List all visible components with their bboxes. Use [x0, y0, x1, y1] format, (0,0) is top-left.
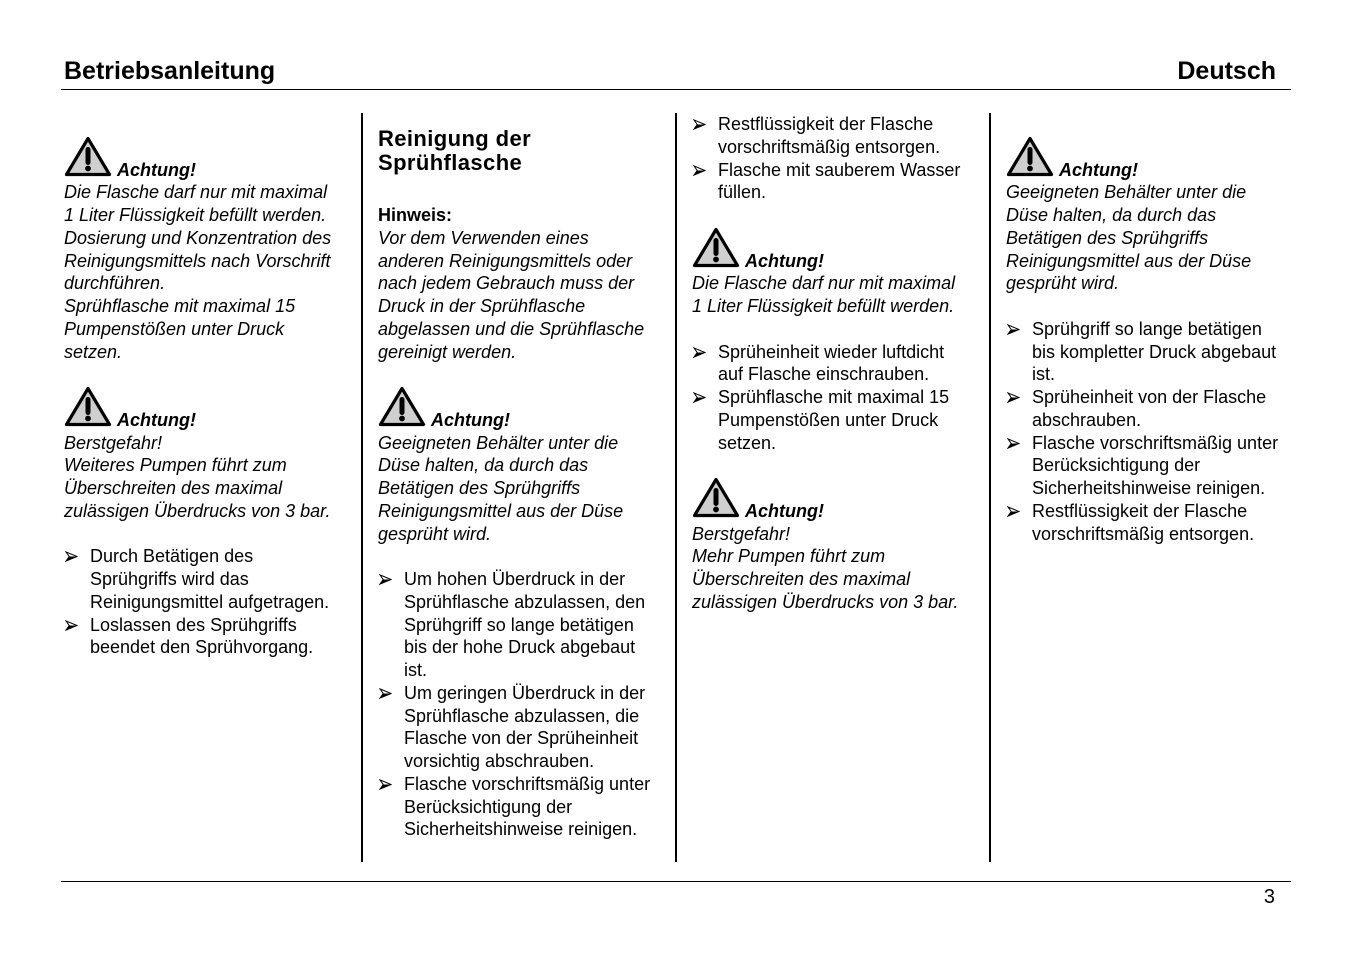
- warning-block: [1006, 136, 1296, 295]
- note-line: gereinigt werden.: [378, 341, 517, 362]
- warning-label: Achtung!: [745, 500, 824, 521]
- warning-text: [378, 432, 668, 546]
- document-title: Betriebsanleitung: [64, 57, 276, 85]
- bullet-line: setzen.: [718, 432, 777, 453]
- bullet-line: auf Flasche einschrauben.: [718, 364, 930, 385]
- arrowhead-bullet-icon: [65, 620, 78, 631]
- note-label: Hinweis:: [378, 205, 453, 225]
- bullet-line: Sprüheinheit wieder luftdicht: [718, 341, 945, 362]
- bullet-line: Sprühgriff so lange betätigen: [404, 614, 634, 635]
- arrowhead-bullet-icon: [65, 551, 78, 562]
- bullet-line: beendet den Sprühvorgang.: [90, 637, 314, 658]
- warning-line: gesprüht wird.: [1006, 273, 1120, 294]
- bullet-list: [692, 113, 982, 204]
- bullet-line: Um geringen Überdruck in der: [404, 682, 646, 703]
- warning-line: zulässigen Überdrucks von 3 bar.: [64, 500, 331, 521]
- warning-line: Reinigungsmittel aus der Düse: [1006, 250, 1252, 271]
- bullet-item: [1006, 318, 1296, 386]
- note-line: Druck in der Sprühflasche: [378, 296, 586, 316]
- bullet-line: Pumpenstößen unter Druck: [718, 409, 939, 430]
- warning-line: durchführen.: [64, 273, 166, 294]
- bullet-line: vorschriftsmäßig entsorgen.: [718, 136, 941, 157]
- warning-text: [64, 432, 354, 523]
- warning-line: 1 Liter Flüssigkeit befüllt werden.: [64, 205, 327, 225]
- bullet-line: Um hohen Überdruck in der: [404, 569, 626, 589]
- arrowhead-bullet-icon: [1007, 324, 1020, 335]
- bullet-item: [64, 614, 354, 660]
- warning-text: [692, 523, 982, 614]
- warning-header: [1006, 136, 1296, 182]
- bullet-list: [1006, 318, 1296, 546]
- warning-label: Achtung!: [117, 159, 196, 180]
- bullet-line: Berücksichtigung der: [1032, 455, 1201, 476]
- bullet-line: vorsichtig abschrauben.: [404, 751, 595, 771]
- bullet-line: Sprühflasche mit maximal 15: [718, 387, 950, 407]
- bullet-item: [378, 682, 668, 773]
- arrowhead-bullet-icon: [693, 165, 706, 176]
- bullet-line: ist.: [404, 660, 428, 680]
- warning-block: [64, 136, 354, 364]
- section-heading: [378, 113, 668, 204]
- heading-line: Sprühflasche: [378, 150, 523, 175]
- warning-line: Mehr Pumpen führt zum: [692, 546, 886, 567]
- warning-line: Überschreiten des maximal: [64, 478, 283, 498]
- warning-line: 1 Liter Flüssigkeit befüllt werden.: [692, 296, 955, 316]
- warning-line: Die Flasche darf nur mit maximal: [64, 182, 328, 203]
- warning-line: Reinigungsmittels nach Vorschrift: [64, 250, 331, 271]
- warning-triangle-icon: [1006, 135, 1054, 177]
- note-text: [378, 227, 668, 364]
- column-4: [1006, 113, 1296, 545]
- bullet-item: [1006, 500, 1296, 546]
- arrowhead-bullet-icon: [379, 688, 392, 699]
- warning-line: Geeigneten Behälter unter die: [378, 432, 619, 453]
- warning-triangle-icon: [692, 476, 740, 518]
- warning-triangle-icon: [378, 385, 426, 427]
- warning-line: Betätigen des Sprühgriffs: [1006, 227, 1209, 248]
- warning-block: [64, 386, 354, 523]
- warning-line: gesprüht wird.: [378, 523, 492, 544]
- bullet-line: Sprühgriff so lange betätigen: [1032, 318, 1262, 339]
- bullet-line: Sprühflasche abzulassen, die: [404, 705, 640, 726]
- arrowhead-bullet-icon: [379, 574, 392, 585]
- warning-line: Sprühflasche mit maximal 15: [64, 296, 296, 316]
- warning-block: [378, 386, 668, 545]
- warning-block: [692, 227, 982, 318]
- warning-line: Geeigneten Behälter unter die: [1006, 182, 1247, 203]
- warning-line: zulässigen Überdrucks von 3 bar.: [692, 591, 959, 612]
- warning-line: Die Flasche darf nur mit maximal: [692, 273, 956, 294]
- header-rule: [61, 89, 1291, 90]
- warning-header: [378, 386, 668, 432]
- column-3: [692, 113, 982, 614]
- bullet-line: Restflüssigkeit der Flasche: [718, 114, 934, 134]
- bullet-list: [692, 341, 982, 455]
- bullet-line: Durch Betätigen des: [90, 546, 254, 567]
- bullet-line: vorschriftsmäßig entsorgen.: [1032, 523, 1255, 544]
- warning-line: Berstgefahr!: [692, 523, 791, 544]
- bullet-line: Reinigungsmittel aufgetragen.: [90, 591, 330, 612]
- bullet-line: Sprühflasche abzulassen, den: [404, 591, 646, 612]
- warning-line: Betätigen des Sprühgriffs: [378, 478, 581, 498]
- warning-line: setzen.: [64, 341, 123, 362]
- bullet-item: [1006, 432, 1296, 500]
- warning-header: [692, 227, 982, 273]
- bullet-line: abschrauben.: [1032, 409, 1142, 430]
- page-number: 3: [1263, 886, 1275, 908]
- warning-text: [692, 272, 982, 318]
- bullet-line: Flasche von der Sprüheinheit: [404, 728, 639, 749]
- warning-line: Berstgefahr!: [64, 432, 163, 453]
- warning-text: [64, 181, 354, 363]
- bullet-line: Flasche mit sauberem Wasser: [718, 159, 961, 180]
- bullet-line: Sicherheitshinweise reinigen.: [404, 819, 638, 840]
- bullet-item: [692, 113, 982, 159]
- arrowhead-bullet-icon: [693, 119, 706, 130]
- note-line: Vor dem Verwenden eines: [378, 227, 589, 248]
- warning-line: Düse halten, da durch das: [1006, 205, 1217, 225]
- warning-label: Achtung!: [1059, 159, 1138, 180]
- bullet-line: Sicherheitshinweise reinigen.: [1032, 478, 1266, 498]
- warning-line: Düse halten, da durch das: [378, 455, 589, 476]
- warning-triangle-icon: [692, 226, 740, 268]
- bullet-line: Sprüheinheit von der Flasche: [1032, 387, 1267, 407]
- warning-triangle-icon: [64, 135, 112, 177]
- warning-line: Überschreiten des maximal: [692, 569, 911, 589]
- column-1: [64, 113, 354, 659]
- bullet-item: [1006, 386, 1296, 432]
- bullet-line: Flasche vorschriftsmäßig unter: [404, 773, 651, 794]
- bullet-line: Berücksichtigung der: [404, 796, 573, 817]
- heading-line: Reinigung der: [378, 126, 532, 151]
- arrowhead-bullet-icon: [379, 779, 392, 790]
- bullet-item: [378, 568, 668, 682]
- bullet-line: bis der hohe Druck abgebaut: [404, 637, 636, 658]
- column-separator: [989, 113, 991, 862]
- arrowhead-bullet-icon: [1007, 506, 1020, 517]
- arrowhead-bullet-icon: [1007, 438, 1020, 449]
- warning-header: [64, 136, 354, 182]
- bullet-item: [692, 159, 982, 205]
- bullet-line: ist.: [1032, 364, 1056, 385]
- warning-block: [692, 477, 982, 614]
- warning-line: Reinigungsmittel aus der Düse: [378, 500, 624, 521]
- bullet-item: [692, 341, 982, 387]
- bullet-item: [64, 545, 354, 613]
- bullet-line: bis kompletter Druck abgebaut: [1032, 341, 1277, 362]
- bullet-line: Sprühgriffs wird das: [90, 569, 249, 589]
- arrowhead-bullet-icon: [693, 392, 706, 403]
- footer-rule: [61, 881, 1291, 882]
- warning-line: Pumpenstößen unter Druck: [64, 318, 285, 339]
- warning-header: [692, 477, 982, 523]
- column-separator: [361, 113, 363, 862]
- language-label: Deutsch: [1177, 57, 1276, 85]
- note-line: nach jedem Gebrauch muss der: [378, 273, 635, 294]
- bullet-item: [378, 773, 668, 841]
- warning-label: Achtung!: [431, 409, 510, 430]
- note-line: anderen Reinigungsmittels oder: [378, 250, 633, 271]
- warning-line: Weiteres Pumpen führt zum: [64, 455, 287, 476]
- column-2: [378, 113, 668, 841]
- bullet-line: Flasche vorschriftsmäßig unter: [1032, 432, 1279, 453]
- bullet-list: [378, 568, 668, 841]
- warning-header: [64, 386, 354, 432]
- warning-label: Achtung!: [117, 409, 196, 430]
- note-block: [378, 204, 668, 363]
- bullet-list: [64, 545, 354, 659]
- note-line: abgelassen und die Sprühflasche: [378, 318, 645, 339]
- bullet-line: Restflüssigkeit der Flasche: [1032, 500, 1248, 521]
- bullet-item: [692, 386, 982, 454]
- arrowhead-bullet-icon: [693, 347, 706, 358]
- warning-label: Achtung!: [745, 250, 824, 271]
- arrowhead-bullet-icon: [1007, 392, 1020, 403]
- column-separator: [675, 113, 677, 862]
- warning-text: [1006, 181, 1296, 295]
- bullet-line: füllen.: [718, 182, 767, 203]
- warning-line: Dosierung und Konzentration des: [64, 227, 332, 248]
- warning-triangle-icon: [64, 385, 112, 427]
- bullet-line: Loslassen des Sprühgriffs: [90, 614, 297, 635]
